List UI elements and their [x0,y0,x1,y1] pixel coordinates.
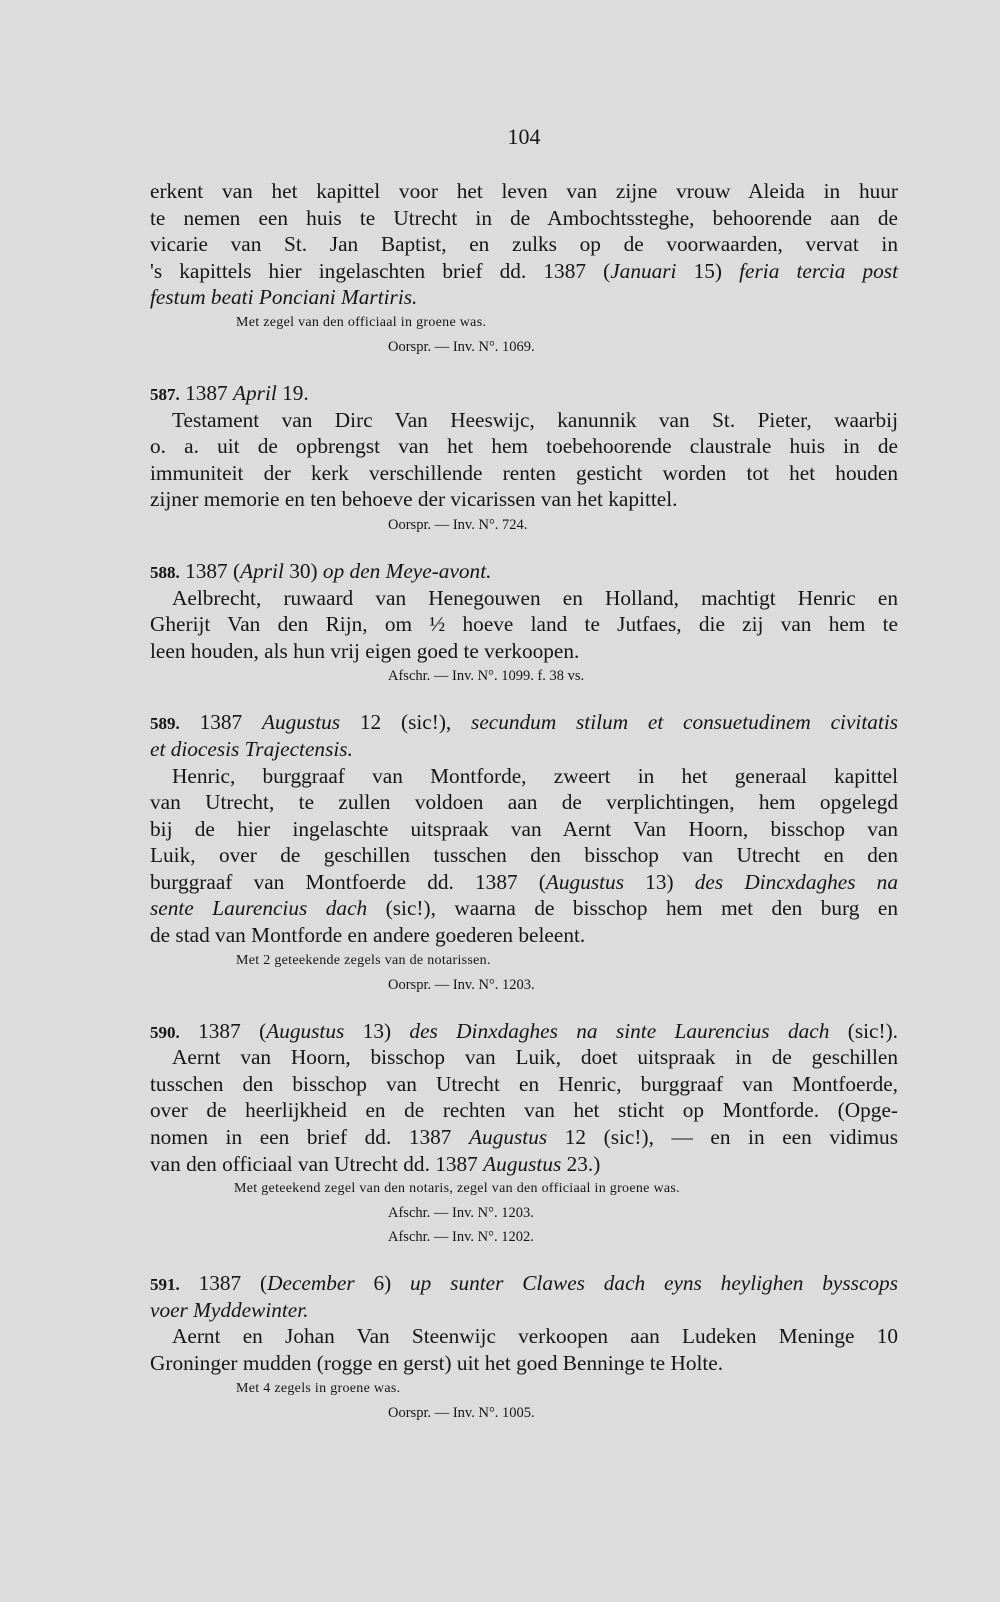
source-reference: Afschr. — Inv. N°. 1099. f. 38 vs. [388,668,585,685]
entry-590 [150,1018,898,1250]
entry-number: 588. [150,562,180,582]
text-line: Luik, over de geschillen tusschen den bisschop van Utrecht en den [150,843,898,868]
text-line: te nemen een huis te Utrecht in de Ambochtssteghe, behoorende aan de [150,205,898,230]
text-line: Henric, burggraaf van Montforde, zweert in het generaal kapittel [172,763,898,788]
source-reference: Afschr. — Inv. N°. 1203. [388,1205,534,1222]
seal-note: Met zegel van den officiaal in groene was. [236,314,487,330]
text-line: van den officiaal van Utrecht dd. 1387 Augustus 23.) [150,1151,601,1176]
entry-continuation [150,178,898,359]
source-reference: Afschr. — Inv. N°. 1202. [388,1229,534,1246]
text-line: nomen in een brief dd. 1387 Augustus 12 (sic!), — en in een vidimus [150,1125,898,1150]
text-line: o. a. uit de opbrengst van het hem toebehoorende claustrale huis in de [150,434,898,459]
text-line: festum beati Ponciani Martiris. [150,285,418,310]
text-line: et diocesis Trajectensis. [150,736,353,761]
entry-heading: 587. 1387 April 19. [150,380,309,405]
text-line: zijner memorie en ten behoeve der vicarissen van het kapittel. [150,487,678,512]
text-line: sente Laurencius dach (sic!), waarna de bisschop hem met den burg en [150,896,898,921]
text-line: Groninger mudden (rogge en gerst) uit het goed Benninge te Holte. [150,1351,724,1375]
text-line: Testament van Dirc Van Heeswijc, kanunnik van St. Pieter, waarbij [172,407,898,432]
text-line: Gherijt Van den Rijn, om ½ hoeve land te Jutfaes, die zij van hem te [150,612,898,637]
entry-587 [150,380,898,537]
source-reference: Oorspr. — Inv. N°. 724. [388,516,528,533]
text-line: vicarie van St. Jan Baptist, en zulks op de voorwaarden, vervat in [150,232,898,257]
entry-588 [150,558,898,688]
entry-heading: 591. 1387 (December 6) up sunter Clawes dach eyns heylighen bysscops [150,1271,898,1296]
text-line: de stad van Montforde en andere goederen beleent. [150,923,586,948]
text-line: Aernt en Johan Van Steenwijc verkoopen aan Ludeken Meninge 10 [172,1324,898,1349]
text-line: erkent van het kapittel voor het leven van zijne vrouw Aleida in huur [150,179,898,203]
seal-note: Met 2 geteekende zegels van de notarissen. [236,952,491,968]
text-line: immuniteit der kerk verschillende renten gesticht worden tot het houden [150,460,898,485]
book-page [150,0,898,1602]
entry-number: 591. [150,1275,180,1295]
entry-number: 590. [150,1022,180,1042]
text-line: Aelbrecht, ruwaard van Henegouwen en Holland, machtigt Henric en [172,585,898,610]
text-line: Aernt van Hoorn, bisschop van Luik, doet uitspraak in de geschillen [172,1045,898,1070]
entry-number: 589. [150,714,180,734]
entry-589 [150,709,898,996]
text-line: over de heerlijkheid en de rechten van het sticht op Montforde. (Opge- [150,1098,898,1123]
seal-note: Met 4 zegels in groene was. [236,1380,401,1396]
text-line: 's kapittels hier ingelaschten brief dd. 1387 (Januari 15) feria tercia post [150,258,898,283]
source-reference: Oorspr. — Inv. N°. 1005. [388,1404,535,1421]
text-line: leen houden, als hun vrij eigen goed te verkoopen. [150,638,580,663]
entry-heading: 588. 1387 (April 30) op den Meye-avont. [150,558,492,583]
page-number: 104 [507,124,541,149]
entry-number: 587. [150,384,180,404]
text-line: van Utrecht, te zullen voldoen aan de verplichtingen, hem opgelegd [150,790,898,815]
text-line: burggraaf van Montfoerde dd. 1387 (Augustus 13) des Dincxdaghes na [150,869,898,894]
seal-note: Met geteekend zegel van den notaris, zegel van den officiaal in groene was. [234,1181,680,1197]
entry-heading: 590. 1387 (Augustus 13) des Dinxdaghes na sinte Laurencius dach (sic!). [150,1018,898,1043]
entry-heading: 589. 1387 Augustus 12 (sic!), secundum stilum et consuetudinem civitatis [150,710,899,735]
entry-591 [150,1270,898,1424]
source-reference: Oorspr. — Inv. N°. 1069. [388,338,535,355]
text-line: bij de hier ingelaschte uitspraak van Aernt Van Hoorn, bisschop van [150,816,898,841]
page-body [150,178,898,1425]
text-line: tusschen den bisschop van Utrecht en Henric, burggraaf van Montfoerde, [150,1071,898,1096]
source-reference: Oorspr. — Inv. N°. 1203. [388,976,535,993]
text-line: voer Myddewinter. [150,1297,309,1322]
